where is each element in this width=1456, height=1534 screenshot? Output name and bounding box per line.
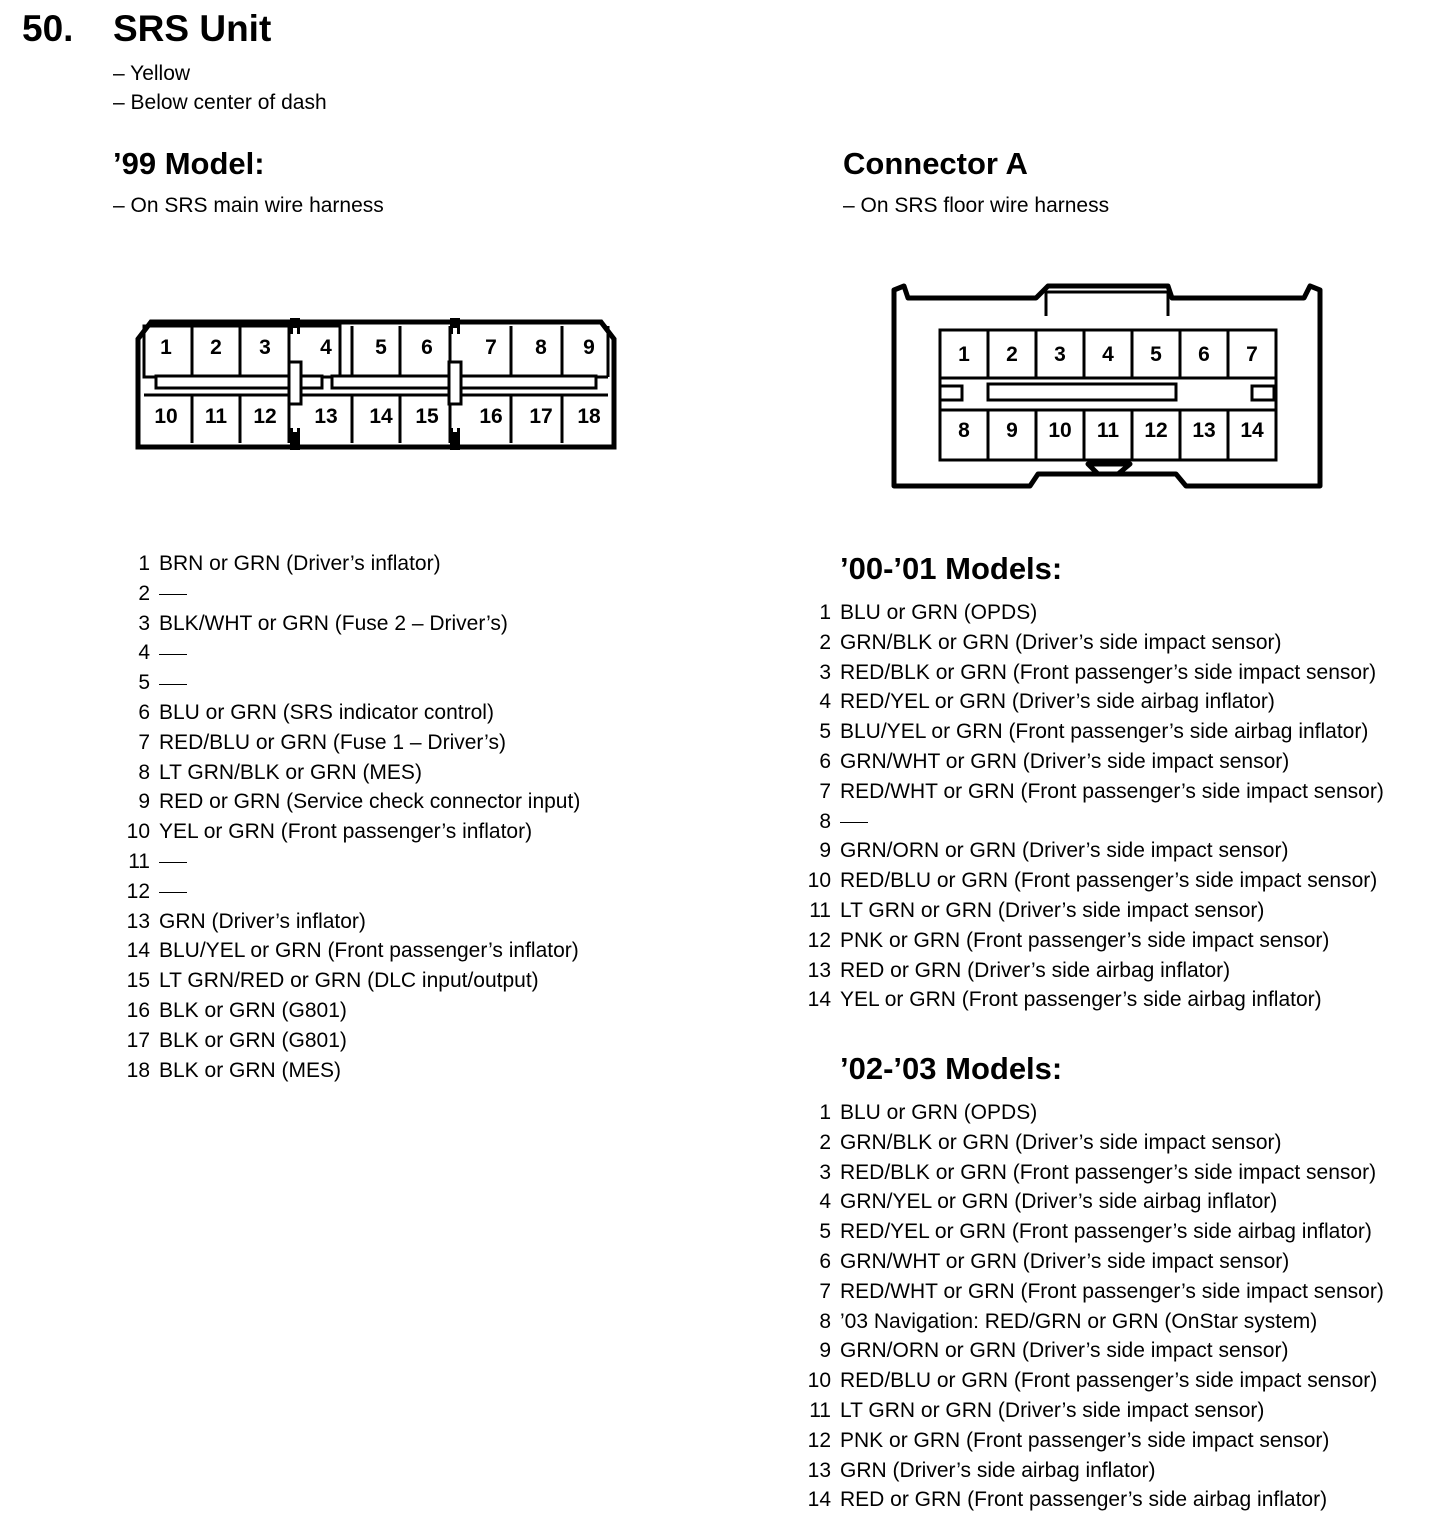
pin-row bbox=[807, 628, 1384, 658]
unused-pin-dash bbox=[159, 638, 187, 668]
pin-description: ’03 Navigation: RED/GRN or GRN (OnStar system) bbox=[840, 1309, 1318, 1333]
pin-row bbox=[126, 817, 580, 847]
pin-number: 2 bbox=[138, 581, 150, 605]
pin-description: RED/BLU or GRN (Front passenger’s side impact sensor) bbox=[840, 1369, 1378, 1393]
pin-row bbox=[807, 658, 1384, 688]
pin-number: 9 bbox=[819, 1339, 831, 1363]
pin-description: RED/WHT or GRN (Front passenger’s side impact sensor) bbox=[840, 1279, 1384, 1303]
pin-number: 4 bbox=[819, 690, 831, 714]
pin-description: BLK or GRN (G801) bbox=[159, 998, 347, 1022]
pin-row bbox=[807, 1098, 1384, 1128]
pin-row bbox=[126, 847, 580, 877]
pin-row bbox=[126, 579, 580, 609]
pin-description: PNK or GRN (Front passenger’s side impact sensor) bbox=[840, 928, 1330, 952]
pin-row bbox=[807, 1187, 1384, 1217]
connector-99-pin: 10 bbox=[154, 405, 178, 428]
pin-description: BLK/WHT or GRN (Fuse 2 – Driver’s) bbox=[159, 611, 508, 635]
pin-row bbox=[807, 807, 1384, 837]
pin-number: 8 bbox=[819, 1309, 831, 1333]
pin-row bbox=[807, 717, 1384, 747]
pin-number: 2 bbox=[819, 630, 831, 654]
connector-99-pin: 9 bbox=[583, 336, 595, 359]
dash-line bbox=[159, 684, 187, 685]
note-color: – Yellow bbox=[113, 62, 191, 85]
pin-row bbox=[126, 966, 580, 996]
pin-row bbox=[807, 1247, 1384, 1277]
pin-row bbox=[807, 1426, 1384, 1456]
connector-a-pin: 5 bbox=[1150, 343, 1162, 366]
pin-number: 6 bbox=[819, 749, 831, 773]
pin-number: 1 bbox=[819, 1101, 831, 1124]
models-02-03-heading: ’02-’03 Models: bbox=[840, 1051, 1063, 1086]
dash-line bbox=[159, 862, 187, 863]
pin-row bbox=[807, 1217, 1384, 1247]
connector-99-pin: 11 bbox=[204, 405, 228, 428]
pin-row bbox=[126, 758, 580, 788]
connector-99-pin: 1 bbox=[160, 336, 172, 359]
pin-number: 12 bbox=[807, 928, 831, 952]
pin-number: 2 bbox=[819, 1130, 831, 1154]
connector-99-pin: 8 bbox=[535, 336, 547, 359]
pin-row bbox=[807, 1456, 1384, 1486]
connector-99-pin: 15 bbox=[415, 405, 439, 428]
connector-99-pin: 4 bbox=[320, 336, 332, 359]
pin-description: RED/YEL or GRN (Driver’s side airbag inflator) bbox=[840, 690, 1275, 714]
dash-line bbox=[840, 822, 868, 823]
pin-number: 10 bbox=[807, 869, 831, 893]
connector-99-pin: 7 bbox=[485, 336, 497, 359]
connector-99-pin: 14 bbox=[369, 405, 393, 428]
pin-row bbox=[126, 638, 580, 668]
pin-number: 13 bbox=[126, 909, 150, 933]
pin-number: 7 bbox=[819, 779, 831, 803]
pin-description: RED/WHT or GRN (Front passenger’s side impact sensor) bbox=[840, 779, 1384, 803]
pin-row bbox=[807, 1366, 1384, 1396]
pin-row bbox=[126, 787, 580, 817]
pin-row bbox=[807, 1307, 1384, 1337]
unused-pin-dash bbox=[159, 847, 187, 877]
pin-row bbox=[126, 728, 580, 758]
connector-99-diagram bbox=[130, 310, 622, 456]
models-00-01-pin-list bbox=[807, 598, 1384, 1015]
pin-row bbox=[807, 956, 1384, 986]
pin-number: 3 bbox=[138, 611, 150, 635]
pin-number: 1 bbox=[138, 552, 150, 575]
pin-number: 11 bbox=[809, 1398, 831, 1422]
pin-description: BLU/YEL or GRN (Front passenger’s inflator) bbox=[159, 939, 579, 963]
section-number: 50. bbox=[22, 8, 74, 49]
dash-line bbox=[159, 654, 187, 655]
pin-row bbox=[807, 687, 1384, 717]
pin-number: 5 bbox=[138, 671, 150, 695]
pin-number: 11 bbox=[809, 898, 831, 922]
pin-description: LT GRN/BLK or GRN (MES) bbox=[159, 760, 422, 784]
pin-row bbox=[126, 996, 580, 1026]
unused-pin-dash bbox=[840, 807, 868, 837]
connector-a-pin: 9 bbox=[1006, 419, 1018, 442]
pin-row bbox=[126, 609, 580, 639]
pin-description: LT GRN or GRN (Driver’s side impact sensor) bbox=[840, 1398, 1265, 1422]
connector-a-diagram bbox=[886, 278, 1332, 498]
models-00-01-heading: ’00-’01 Models: bbox=[840, 551, 1063, 586]
pin-number: 7 bbox=[138, 730, 150, 754]
pin-row bbox=[126, 1056, 580, 1086]
connector-a-svg bbox=[886, 278, 1332, 498]
unused-pin-dash bbox=[159, 877, 187, 907]
pin-description: YEL or GRN (Front passenger’s inflator) bbox=[159, 820, 533, 844]
connector-a-pin: 8 bbox=[958, 419, 970, 442]
pin-description: BLK or GRN (G801) bbox=[159, 1028, 347, 1052]
note-location: – Below center of dash bbox=[113, 91, 327, 114]
pin-description: BLU or GRN (OPDS) bbox=[840, 1101, 1038, 1124]
pin-description: RED/BLK or GRN (Front passenger’s side impact sensor) bbox=[840, 1160, 1377, 1184]
pin-number: 5 bbox=[819, 1220, 831, 1244]
connector-99-pin: 17 bbox=[529, 405, 553, 428]
pin-number: 15 bbox=[126, 969, 150, 993]
pin-number: 8 bbox=[138, 760, 150, 784]
pin-number: 5 bbox=[819, 720, 831, 744]
pin-row bbox=[807, 926, 1384, 956]
pin-description: GRN/BLK or GRN (Driver’s side impact sensor) bbox=[840, 1130, 1282, 1154]
pin-number: 11 bbox=[128, 849, 150, 873]
connector-a-pin: 13 bbox=[1192, 419, 1216, 442]
pin-number: 6 bbox=[819, 1249, 831, 1273]
pin-row bbox=[807, 1485, 1384, 1515]
pin-number: 12 bbox=[126, 879, 150, 903]
model99-location: – On SRS main wire harness bbox=[113, 194, 384, 217]
pin-row bbox=[126, 877, 580, 907]
pin-row bbox=[126, 907, 580, 937]
pin-description: GRN/BLK or GRN (Driver’s side impact sensor) bbox=[840, 630, 1282, 654]
pin-description: RED/BLU or GRN (Fuse 1 – Driver’s) bbox=[159, 730, 506, 754]
connector-99-pin: 2 bbox=[210, 336, 222, 359]
pin-description: GRN (Driver’s side airbag inflator) bbox=[840, 1458, 1156, 1482]
pin-row bbox=[126, 668, 580, 698]
pin-description: BLU/YEL or GRN (Front passenger’s side airbag inflator) bbox=[840, 720, 1369, 744]
pin-row bbox=[807, 1158, 1384, 1188]
pin-number: 9 bbox=[819, 839, 831, 863]
pin-row bbox=[807, 1277, 1384, 1307]
dash-line bbox=[159, 892, 187, 893]
unused-pin-dash bbox=[159, 579, 187, 609]
unused-pin-dash bbox=[159, 668, 187, 698]
pin-number: 14 bbox=[807, 1488, 831, 1512]
pin-number: 6 bbox=[138, 700, 150, 724]
pin-number: 8 bbox=[819, 809, 831, 833]
pin-number: 4 bbox=[138, 641, 150, 665]
pin-number: 4 bbox=[819, 1190, 831, 1214]
connector-a-pin: 7 bbox=[1246, 343, 1258, 366]
connector-99-svg bbox=[130, 310, 622, 456]
pin-row bbox=[807, 1128, 1384, 1158]
pin-description: GRN/ORN or GRN (Driver’s side impact sensor) bbox=[840, 1339, 1289, 1363]
pin-number: 13 bbox=[807, 1458, 831, 1482]
pin-number: 17 bbox=[126, 1028, 150, 1052]
connector-99-pin: 13 bbox=[314, 405, 338, 428]
pin-number: 10 bbox=[807, 1369, 831, 1393]
dash-line bbox=[159, 594, 187, 595]
pin-number: 12 bbox=[807, 1428, 831, 1452]
connector-99-pin: 18 bbox=[577, 405, 601, 428]
connector-99-pin: 16 bbox=[479, 405, 503, 428]
pin-row bbox=[807, 896, 1384, 926]
connector-99-pin: 12 bbox=[253, 405, 277, 428]
pin-row bbox=[126, 549, 580, 579]
pin-description: LT GRN/RED or GRN (DLC input/output) bbox=[159, 969, 539, 993]
pin-number: 14 bbox=[807, 988, 831, 1012]
connector-a-pin: 10 bbox=[1048, 419, 1072, 442]
pin-description: BRN or GRN (Driver’s inflator) bbox=[159, 552, 441, 575]
pin-description: RED/BLK or GRN (Front passenger’s side impact sensor) bbox=[840, 660, 1377, 684]
pin-number: 3 bbox=[819, 1160, 831, 1184]
pin-row bbox=[807, 1336, 1384, 1366]
pin-number: 16 bbox=[126, 998, 150, 1022]
pin-description: GRN/WHT or GRN (Driver’s side impact sensor) bbox=[840, 1249, 1290, 1273]
pin-description: GRN/WHT or GRN (Driver’s side impact sensor) bbox=[840, 749, 1290, 773]
pin-number: 3 bbox=[819, 660, 831, 684]
connector-a-pin: 6 bbox=[1198, 343, 1210, 366]
pin-description: RED/YEL or GRN (Front passenger’s side airbag inflator) bbox=[840, 1220, 1372, 1244]
pin-number: 10 bbox=[126, 820, 150, 844]
pin-row bbox=[807, 866, 1384, 896]
pin-description: BLK or GRN (MES) bbox=[159, 1058, 342, 1082]
pin-row bbox=[126, 936, 580, 966]
section-title: SRS Unit bbox=[113, 8, 272, 49]
pin-description: BLU or GRN (SRS indicator control) bbox=[159, 700, 494, 724]
models-02-03-pin-list bbox=[807, 1098, 1384, 1515]
pin-row bbox=[807, 777, 1384, 807]
pin-number: 14 bbox=[126, 939, 150, 963]
pin-description: GRN (Driver’s inflator) bbox=[159, 909, 366, 933]
pin-row bbox=[807, 1396, 1384, 1426]
connector-a-pin: 12 bbox=[1144, 419, 1168, 442]
connector-99-pin: 6 bbox=[421, 336, 433, 359]
pin-row bbox=[126, 1026, 580, 1056]
pin-row bbox=[126, 698, 580, 728]
connector-a-pin: 4 bbox=[1102, 343, 1114, 366]
connector-a-pin: 11 bbox=[1096, 419, 1120, 442]
pin-number: 7 bbox=[819, 1279, 831, 1303]
pin-description: RED/BLU or GRN (Front passenger’s side impact sensor) bbox=[840, 869, 1378, 893]
connector-a-pin: 14 bbox=[1240, 419, 1264, 442]
pin-number: 13 bbox=[807, 958, 831, 982]
pin-description: BLU or GRN (OPDS) bbox=[840, 601, 1038, 624]
pin-row bbox=[807, 836, 1384, 866]
pin-description: YEL or GRN (Front passenger’s side airbag inflator) bbox=[840, 988, 1322, 1012]
model99-heading: ’99 Model: bbox=[113, 146, 265, 181]
connector-a-pin: 2 bbox=[1006, 343, 1018, 366]
pin-number: 18 bbox=[126, 1058, 150, 1082]
connector-a-location: – On SRS floor wire harness bbox=[843, 194, 1110, 217]
connector-99-pin: 3 bbox=[259, 336, 271, 359]
pin-description: GRN/YEL or GRN (Driver’s side airbag inflator) bbox=[840, 1190, 1278, 1214]
connector-99-pin: 5 bbox=[375, 336, 387, 359]
pin-row bbox=[807, 985, 1384, 1015]
model99-pin-list bbox=[126, 549, 580, 1085]
pin-description: RED or GRN (Front passenger’s side airbag inflator) bbox=[840, 1488, 1328, 1512]
pin-description: GRN/ORN or GRN (Driver’s side impact sensor) bbox=[840, 839, 1289, 863]
pin-description: RED or GRN (Service check connector input) bbox=[159, 790, 581, 814]
connector-a-pin: 3 bbox=[1054, 343, 1066, 366]
pin-description: PNK or GRN (Front passenger’s side impact sensor) bbox=[840, 1428, 1330, 1452]
connector-a-heading: Connector A bbox=[843, 146, 1028, 181]
pin-number: 1 bbox=[819, 601, 831, 624]
connector-a-pin: 1 bbox=[958, 343, 970, 366]
pin-row bbox=[807, 747, 1384, 777]
pin-number: 9 bbox=[138, 790, 150, 814]
pin-description: RED or GRN (Driver’s side airbag inflator) bbox=[840, 958, 1231, 982]
pin-description: LT GRN or GRN (Driver’s side impact sensor) bbox=[840, 898, 1265, 922]
pin-row bbox=[807, 598, 1384, 628]
